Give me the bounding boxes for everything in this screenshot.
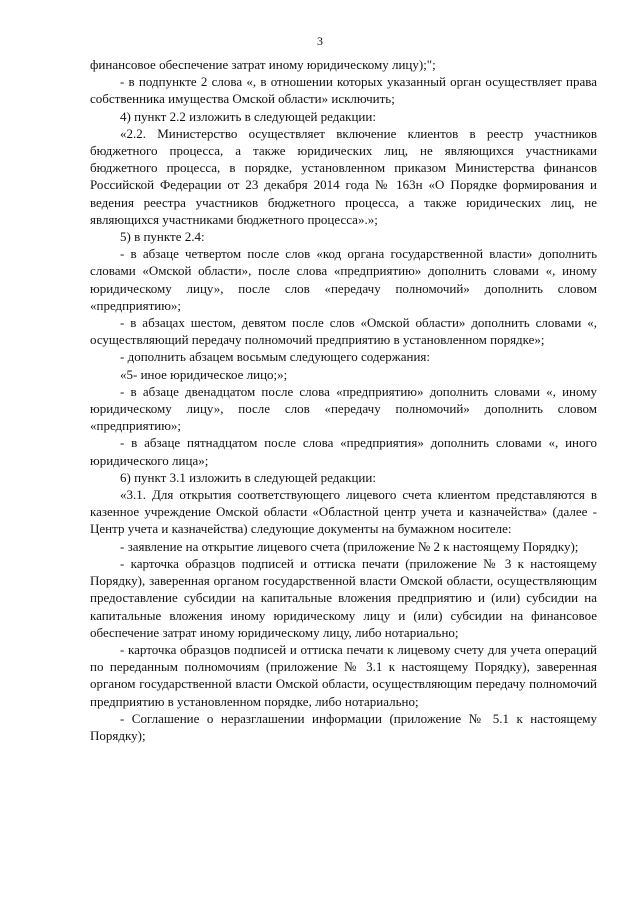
paragraph: - в абзацах шестом, девятом после слов «Омской области» дополнить словами «, осуществляющий передачу полномочий предприятию в установленном порядке»; bbox=[90, 315, 597, 348]
paragraph: - заявление на открытие лицевого счета (приложение № 2 к настоящему Порядку); bbox=[120, 538, 579, 554]
paragraph: - карточка образцов подписей и оттиска печати (приложение № 3 к настоящему Порядку), заверенная органом государственной власти Омской области, осуществляющим предоставление субсидии на капитальные вложения предприятию и (или) субсидии на капитальные вложения иному юридическому лицу и (или) субсидии на финансовое обеспечение затрат иному юридическому лицу, либо нотариально; bbox=[90, 555, 597, 640]
paragraph: «3.1. Для открытия соответствующего лицевого счета клиентом представляются в казенное учреждение Омской области «Областной центр учета и казначейства» (далее - Центр учета и казначейства) следующие документы на бумажном носителе: bbox=[90, 487, 597, 537]
paragraph: - дополнить абзацем восьмым следующего содержания: bbox=[120, 349, 431, 365]
paragraph: «2.2. Министерство осуществляет включение клиентов в реестр участников бюджетного процесса, а также юридических лиц, не являющихся участниками бюджетного процесса, в порядке, установленном приказом Министерства финансов Российской Федерации от 23 декабря 2014 года № 163н «О Порядке формирования и ведения реестра участников бюджетного процесса, а также юридических лиц, не являющихся участниками бюджетного процесса».»; bbox=[90, 125, 597, 227]
paragraph: - в абзаце пятнадцатом после слова «предприятия» дополнить словами «, иного юридического лица»; bbox=[90, 435, 597, 468]
paragraph: 5) в пункте 2.4: bbox=[120, 229, 205, 245]
page-number: 3 bbox=[317, 34, 323, 48]
paragraph: - в абзаце двенадцатом после слова «предприятию» дополнить словами «, иному юридическому лицу», после слов «передачу полномочий» дополнить словом «предприятию»; bbox=[90, 383, 597, 434]
paragraph: - в подпункте 2 слова «, в отношении которых указанный орган осуществляет права собственника имущества Омской области» исключить; bbox=[90, 74, 597, 107]
paragraph: - в абзаце четвертом после слов «код органа государственной власти» дополнить словами «Омской области», после слова «предприятию» дополнить словами «, иному юридическому лицу», после слов «передачу полномочий» дополнить словом «предприятию»; bbox=[90, 246, 597, 313]
paragraph: - карточка образцов подписей и оттиска печати к лицевому счету для учета операций по переданным полномочиям (приложение № 3.1 к настоящему Порядку), заверенная органом государственной власти Омской области, осуществляющим передачу полномочий предприятию в установленном порядке, либо нотариально; bbox=[90, 641, 597, 709]
paragraph: 6) пункт 3.1 изложить в следующей редакции: bbox=[120, 469, 376, 485]
paragraph: 4) пункт 2.2 изложить в следующей редакции: bbox=[120, 108, 376, 124]
paragraph: финансовое обеспечение затрат иному юридическому лицу);"; bbox=[90, 57, 436, 72]
document-body bbox=[90, 56, 597, 744]
paragraph: «5- иное юридическое лицо;»; bbox=[120, 366, 288, 382]
paragraph: - Соглашение о неразглашении информации (приложение № 5.1 к настоящему Порядку); bbox=[90, 710, 597, 743]
